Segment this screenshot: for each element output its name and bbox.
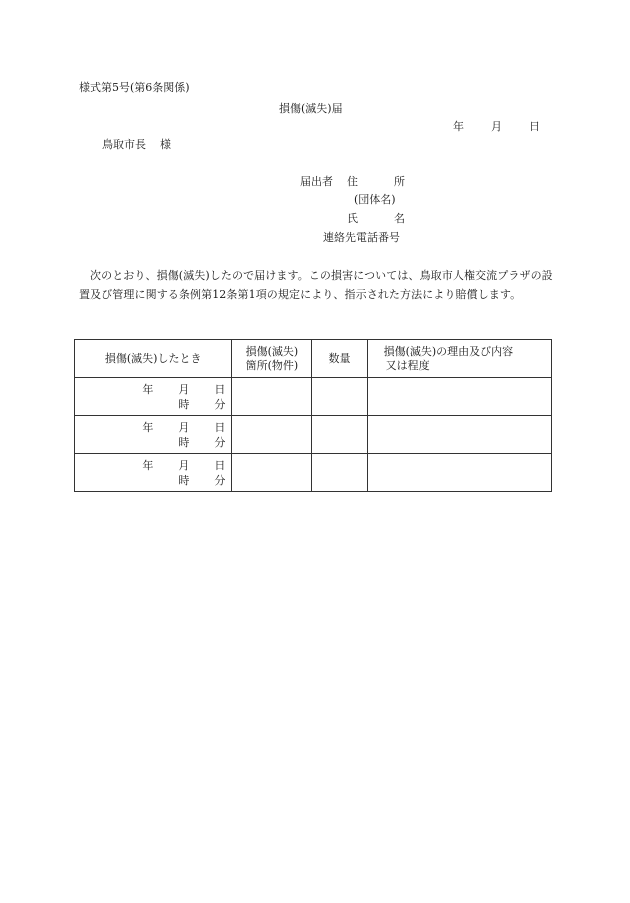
damage-record-table <box>74 339 552 492</box>
header-quantity: 数量 <box>312 340 367 378</box>
phone-label: 連絡先電話番号 <box>323 231 400 244</box>
place-cell[interactable] <box>232 454 312 492</box>
address-label <box>347 175 405 188</box>
quantity-cell[interactable] <box>312 378 367 416</box>
form-number: 様式第5号(第6条関係) <box>79 81 190 94</box>
organization-label: (団体名) <box>354 193 396 206</box>
addressee-honorific: 様 <box>160 138 171 151</box>
name-label-first: 氏 <box>347 212 358 225</box>
date-day: 日 <box>529 120 540 133</box>
reason-cell[interactable] <box>367 378 551 416</box>
table-header-row <box>75 340 552 378</box>
table-row <box>75 416 552 454</box>
header-reason: 損傷(滅失)の理由及び内容 又は程度 <box>367 340 551 378</box>
address-label-first: 住 <box>347 175 358 188</box>
body-paragraph: 次のとおり、損傷(滅失)したので届けます。この損害については、鳥取市人権交流プラザの設置及び管理に関する条例第12条第1項の規定により、指示された方法により賠償します。 <box>79 269 553 301</box>
name-label-second: 名 <box>394 212 405 225</box>
date-year: 年 <box>453 120 464 133</box>
header-place: 損傷(滅失) 箇所(物件) <box>232 340 312 378</box>
quantity-cell[interactable] <box>312 454 367 492</box>
table-row <box>75 454 552 492</box>
reason-cell[interactable] <box>367 416 551 454</box>
place-cell[interactable] <box>232 378 312 416</box>
address-label-second: 所 <box>394 175 405 188</box>
header-when: 損傷(滅失)したとき <box>75 340 232 378</box>
reason-cell[interactable] <box>367 454 551 492</box>
addressee <box>102 138 171 151</box>
form-title: 損傷(滅失)届 <box>279 102 343 115</box>
datetime-cell[interactable]: 年 月 日 時 分 <box>75 378 232 416</box>
applicant-label: 届出者 <box>300 175 333 188</box>
datetime-cell[interactable]: 年 月 日 時 分 <box>75 454 232 492</box>
submission-date <box>453 120 540 133</box>
table-row <box>75 378 552 416</box>
date-month: 月 <box>491 120 502 133</box>
place-cell[interactable] <box>232 416 312 454</box>
addressee-name: 鳥取市長 <box>102 138 146 151</box>
quantity-cell[interactable] <box>312 416 367 454</box>
datetime-cell[interactable]: 年 月 日 時 分 <box>75 416 232 454</box>
name-label <box>347 212 405 225</box>
